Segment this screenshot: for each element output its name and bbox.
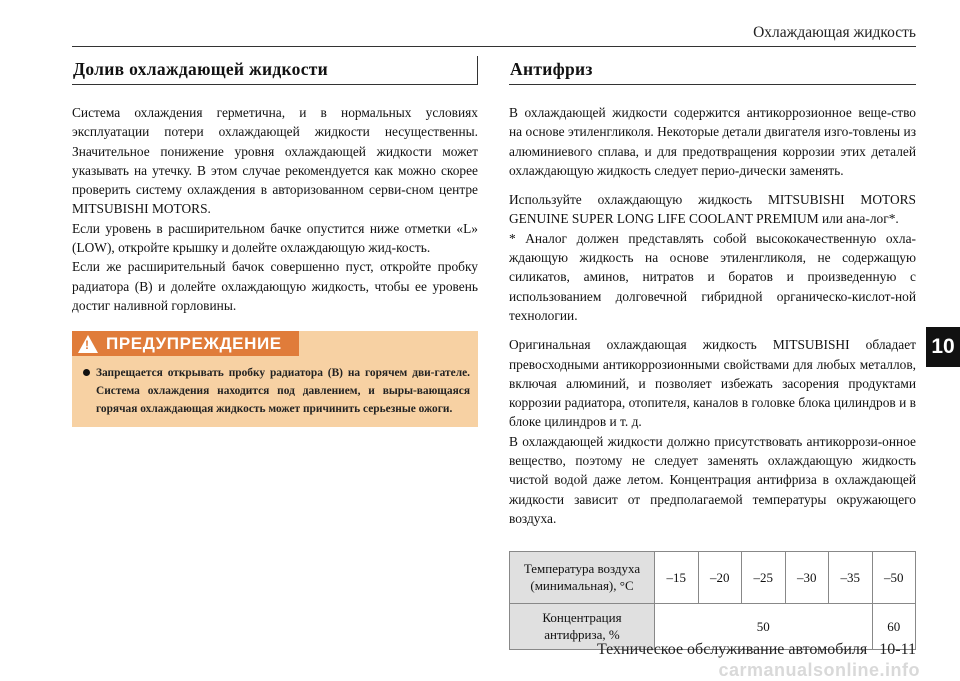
paragraph: * Аналог должен представлять собой высококачественную охла-ждающую жидкость на основе этиленгликоля, не содержащую силикатов, аминов, нитратов и боратов и произведенную с использованием долговечной гибридной органическо-кислот-ной технологии. [509, 230, 916, 323]
warning-title: ПРЕДУПРЕЖДЕНИЕ [106, 333, 282, 353]
paragraph: Система охлаждения герметична, и в нормальных условиях эксплуатации потери охлаждающей жидкости несущественны. Значительное понижение уровня охлаждающей жидкости может указывать на утечку. В этом случае рекомендуется как можно скорее проверить систему охлаждения в авторизованном серви-сном центре MITSUBISHI MOTORS. [72, 105, 478, 217]
paragraph: Используйте охлаждающую жидкость MITSUBISHI MOTORS GENUINE SUPER LONG LIFE COOLANT PREMIUM или ана-лог*. [509, 192, 916, 227]
table-cell: –15 [655, 552, 699, 604]
bullet-icon [83, 369, 90, 376]
watermark: carmanualsonline.info [718, 660, 920, 680]
paragraph: Оригинальная охлаждающая жидкость MITSUBISHI обладает превосходными антикоррозионными свойствами для любых металлов, включая алюминий, и позволяет избежать засорения продуктами коррозии радиатора, отопителя, каналов в головке блока цилиндров и в блоке цилиндров и т. д. [509, 337, 916, 430]
paragraph: Если уровень в расширительном бачке опустится ниже отметки «L» (LOW), откройте крышку и долейте охлаждающую жид-кость. [72, 220, 478, 256]
left-column [72, 56, 478, 427]
table-header-concentration: Концентрация антифриза, % [510, 604, 655, 650]
warning-triangle-icon [78, 335, 98, 353]
page-footer [597, 641, 916, 659]
paragraph: В охлаждающей жидкости должно присутствовать антикоррози-онное вещество, поэтому не следует заменять охлаждающую жидкость чистой водой даже летом. Концентрация антифриза в охлаждающей жидкости зависит от предполагаемой температуры окружающего воздуха. [509, 433, 916, 526]
footer-title: Техническое обслуживание автомобиля [596, 641, 868, 658]
chapter-tab: 10 [926, 327, 960, 367]
section-title-coolant-topup: Долив охлаждающей жидкости [72, 56, 478, 85]
warning-text-block [72, 356, 478, 427]
antifreeze-concentration-table [509, 551, 916, 650]
warning-box [72, 331, 478, 427]
warning-text: Запрещается открывать пробку радиатора (B) на горячем дви-гателе. Система охлаждения находится под давлением, и выры-вающаяся горячая охлаждающая жидкость может причинить серьезные ожоги. [96, 367, 470, 416]
table-cell: 60 [872, 604, 916, 650]
paragraph: В охлаждающей жидкости содержится антикоррозионное веще-ство на основе этиленгликоля. Некоторые детали двигателя изго-товлены из алюминиевого сплава, и для предотвращения коррозии этих деталей охлаждающую жидкость следует перио-дически заменять. [509, 105, 916, 178]
table-cell: –30 [785, 552, 829, 604]
table-cell: –25 [742, 552, 786, 604]
warning-header [72, 331, 299, 356]
table-cell: –20 [698, 552, 742, 604]
right-column [509, 56, 916, 528]
table-cell: –50 [872, 552, 916, 604]
table-row [510, 552, 916, 604]
table-cell: 50 [655, 604, 873, 650]
header-rule [72, 46, 916, 47]
running-header: Охлаждающая жидкость [753, 24, 916, 41]
page-number: 10-11 [879, 641, 916, 658]
table-header-temperature: Температура воздуха (минимальная), °C [510, 552, 655, 604]
paragraph: Если же расширительный бачок совершенно пуст, откройте пробку радиатора (B) и долейте охлаждающую жидкость, чтобы ее уровень достиг наливной горловины. [72, 259, 478, 313]
table-cell: –35 [829, 552, 873, 604]
section-title-antifreeze: Антифриз [509, 56, 916, 85]
